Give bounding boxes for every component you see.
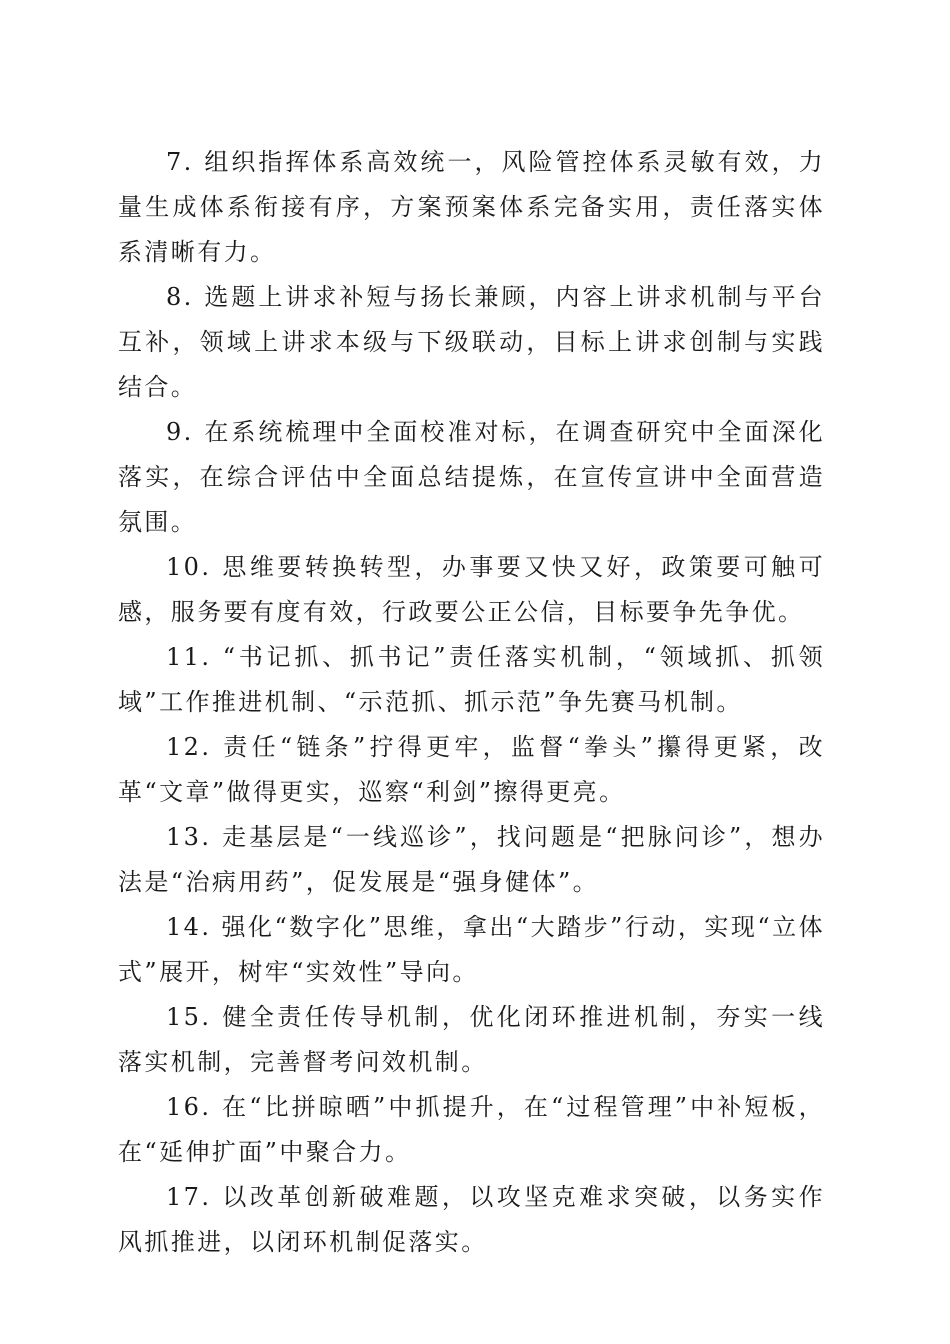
paragraph-14: 14. 强化“数字化”思维，拿出“大踏步”行动，实现“立体式”展开，树牢“实效性”导向。 xyxy=(118,913,825,986)
paragraph-11: 11. “书记抓、抓书记”责任落实机制，“领域抓、抓领域”工作推进机制、“示范抓、抓示范”争先赛马机制。 xyxy=(118,643,825,716)
paragraph-17: 17. 以改革创新破难题，以攻坚克难求突破，以务实作风抓推进，以闭环机制促落实。 xyxy=(118,1183,825,1256)
paragraph-15: 15. 健全责任传导机制，优化闭环推进机制，夯实一线落实机制，完善督考问效机制。 xyxy=(118,1003,825,1076)
paragraph-12: 12. 责任“链条”拧得更牢，监督“拳头”攥得更紧，改革“文章”做得更实，巡察“利剑”擦得更亮。 xyxy=(118,733,825,806)
paragraph-16: 16. 在“比拼晾晒”中抓提升，在“过程管理”中补短板，在“延伸扩面”中聚合力。 xyxy=(118,1093,825,1166)
paragraph-13: 13. 走基层是“一线巡诊”，找问题是“把脉问诊”，想办法是“治病用药”，促发展是“强身健体”。 xyxy=(118,823,825,896)
paragraph-8: 8. 选题上讲求补短与扬长兼顾，内容上讲求机制与平台互补，领域上讲求本级与下级联动，目标上讲求创制与实践结合。 xyxy=(118,283,825,401)
paragraph-9: 9. 在系统梳理中全面校准对标，在调查研究中全面深化落实，在综合评估中全面总结提炼，在宣传宣讲中全面营造氛围。 xyxy=(118,418,825,536)
paragraph-10: 10. 思维要转换转型，办事要又快又好，政策要可触可感，服务要有度有效，行政要公正公信，目标要争先争优。 xyxy=(118,553,825,626)
paragraph-7: 7. 组织指挥体系高效统一，风险管控体系灵敏有效，力量生成体系衔接有序，方案预案体系完备实用，责任落实体系清晰有力。 xyxy=(118,148,825,266)
document-body xyxy=(118,140,825,1265)
